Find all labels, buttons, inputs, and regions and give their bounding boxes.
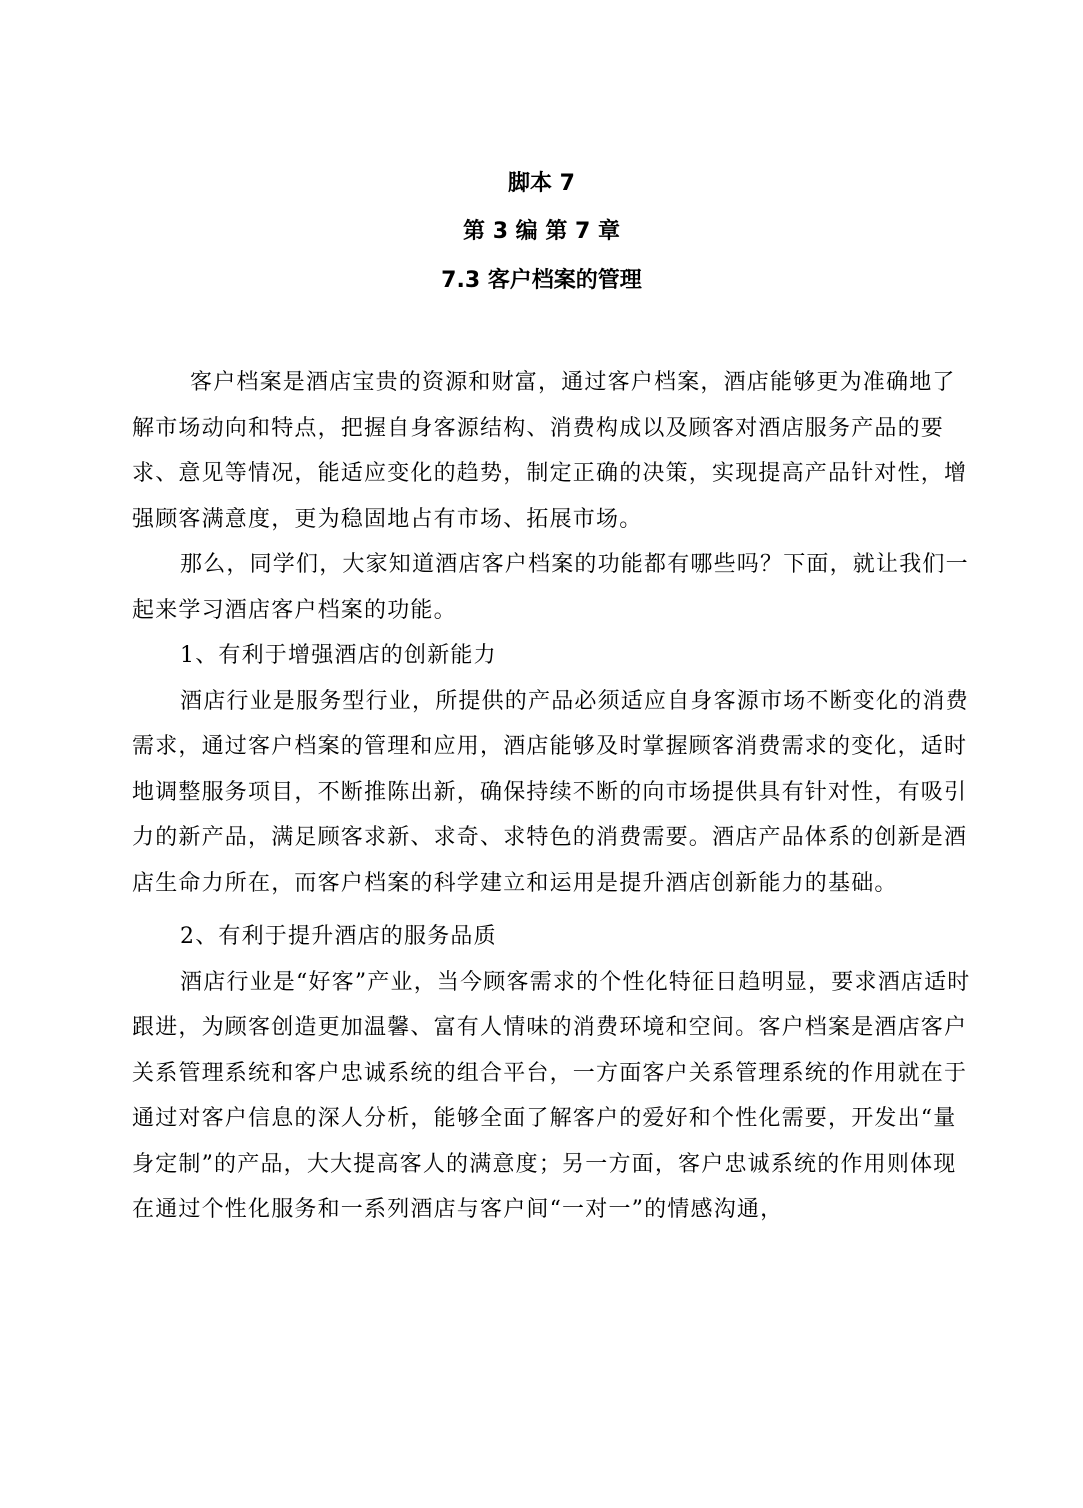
part-chapter-title: 第 3 编 第 7 章 xyxy=(463,219,620,244)
paragraph-intro: 客户档案是酒店宝贵的资源和财富，通过客户档案，酒店能够更为准确地了解市场动向和特点，把握自身客源结构、消费构成以及顾客对酒店服务产品的要求、意见等情况，能适应变化的趋势，制定正确的决策，实现提高产品针对性，增强顾客满意度，更为稳固地占有市场、拓展市场。 xyxy=(132,370,968,532)
paragraph-point-2: 酒店行业是“好客”产业，当今顾客需求的个性化特征日趋明显，要求酒店适时跟进，为顾客创造更加温馨、富有人情味的消费环境和空间。客户档案是酒店客户关系管理系统和客户忠诚系统的组合平台，一方面客户关系管理系统的作用就在于通过对客户信息的深人分析，能够全面了解客户的爱好和个性化需要，开发出“量身定制”的产品，大大提高客人的满意度；另一方面，客户忠诚系统的作用则体现在通过个性化服务和一系列酒店与客户间“一对一”的情感沟通， xyxy=(132,969,971,1222)
paragraph-point-1: 酒店行业是服务型行业，所提供的产品必须适应自身客源市场不断变化的消费需求，通过客户档案的管理和应用，酒店能够及时掌握顾客消费需求的变化，适时地调整服务项目，不断推陈出新，确保持续不断的向市场提供具有针对性，有吸引力的新产品，满足顾客求新、求奇、求特色的消费需要。酒店产品体系的创新是酒店生命力所在，而客户档案的科学建立和运用是提升酒店创新能力的基础。 xyxy=(132,688,969,896)
document-body xyxy=(132,360,977,1233)
point-heading-2: 2、有利于提升酒店的服务品质 xyxy=(180,924,497,949)
script-label: 脚本 7 xyxy=(508,171,575,196)
section-title: 7.3 客户档案的管理 xyxy=(441,268,642,293)
paragraph-question: 那么，同学们，大家知道酒店客户档案的功能都有哪些吗？下面，就让我们一起来学习酒店客户档案的功能。 xyxy=(132,552,969,623)
point-heading-1: 1、有利于增强酒店的创新能力 xyxy=(180,643,497,668)
